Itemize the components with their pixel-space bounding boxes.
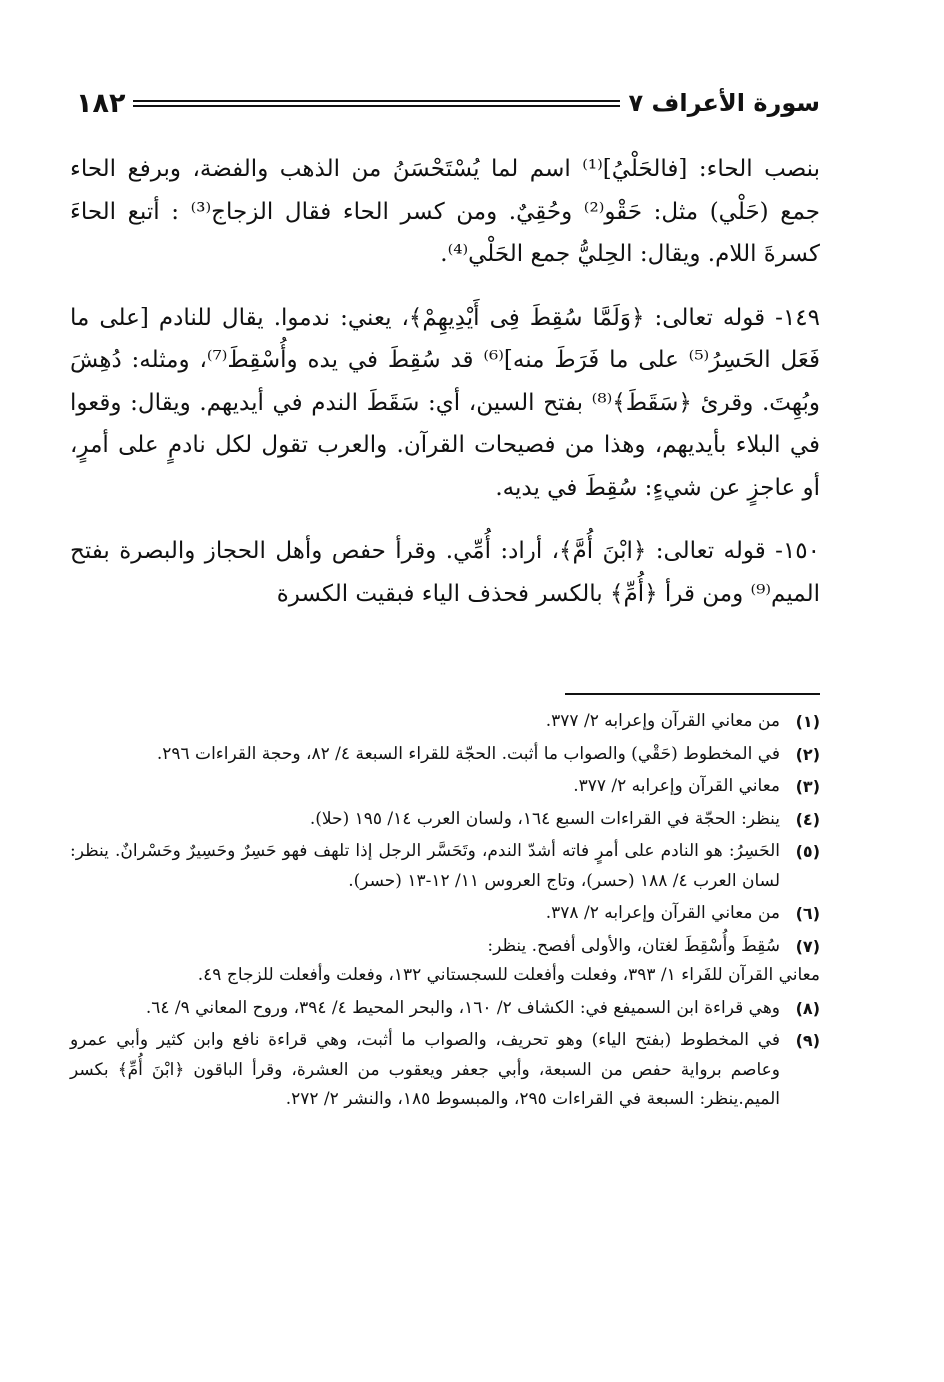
footnote-body bbox=[70, 932, 820, 991]
footnote-number: (٤) bbox=[795, 809, 820, 829]
footnote-text: في المخطوط (حَقْي) والصواب ما أثبت. الحجّة للقراء السبعة ٤/ ٨٢، وحجة القراءات ٢٩٦. bbox=[156, 743, 780, 764]
footnote-number: (٧) bbox=[795, 936, 820, 956]
footnote-number: (٣) bbox=[795, 777, 820, 796]
paragraph: ١٥٠- قوله تعالى: ﴿ابْنَ أُمَّ﴾، أراد: أُمِّي. وقرأ حفص وأهل الحجاز والبصرة بفتح الميم⁽⁹⁾ ومن قرأ ﴿أُمِّ﴾ بالكسر فحذف الياء فبقيت الكسرة bbox=[70, 538, 820, 607]
footnote bbox=[70, 1026, 820, 1115]
footnote-text: الحَسِرُ: هو النادم على أمرٍ فاته أشدّ الندم، وتَحَسَّر الرجل إذا تلهف فهو حَسِرٌ وحَسِيرٌ وحَسْرانٌ. ينظر: لسان العرب ٤/ ١٨٨ (حسر)، وتاج العروس ١١/ ١٢-١٣ (حسر). bbox=[70, 841, 780, 891]
footnote-separator bbox=[565, 693, 820, 695]
footnote-continuation: معاني القرآن للفَراء ١/ ٣٩٣، وفعلت وأفعلت للسجستاني ١٣٢، وفعلت وأفعلت للزجاج ٤٩. bbox=[197, 965, 820, 985]
paragraph: بنصب الحاء: [فالحَلْيُ]⁽¹⁾ اسم لما يُسْتَحْسَنُ من الذهب والفضة، وبرفع الحاء جمع (حَلْي) مثل: حَقْو⁽²⁾ وحُقِيٌ. ومن كسر الحاء فقال الزجاج⁽³⁾ : أتبع الحاءَ كسرةَ اللام. ويقال: الحِليُّ جمع الحَلْي⁽⁴⁾. bbox=[70, 156, 821, 267]
footnote-text: سُقِطَ وأُسْقِطَ لغتان، والأولى أفصح. ينظر: bbox=[487, 935, 780, 956]
footnote-number: (٩) bbox=[795, 1031, 820, 1050]
footnote bbox=[70, 932, 820, 991]
footnote-number: (٨) bbox=[795, 998, 820, 1018]
header-rule bbox=[133, 100, 620, 107]
footnote-number: (٦) bbox=[795, 904, 820, 923]
footnote bbox=[70, 899, 820, 929]
page-header bbox=[70, 80, 820, 126]
footnote-text: من معاني القرآن وإعرابه ٢/ ٣٧٧. bbox=[545, 711, 780, 731]
paragraph: ١٤٩- قوله تعالى: ﴿وَلَمَّا سُقِطَ فِى أَيْدِيهِمْ﴾، يعني: ندموا. يقال للنادم [على ما فَعَل الحَسِرُ⁽⁵⁾ على ما فَرَطَ منه]⁽⁶⁾ قد سُقِطَ في يده وأُسْقِطَ⁽⁷⁾، ومثله: دُهِشَ وبُهِتَ. وقرئ ﴿سَقَطَ﴾⁽⁸⁾ بفتح السين، أي: سَقَطَ الندم في أيديهم. ويقال: وقعوا في البلاء بأيديهم، وهذا من فصيحات القرآن. والعرب تقول لكل نادمٍ على أمرٍ، أو عاجزٍ عن شيءٍ: سُقِطَ في يديه. bbox=[70, 304, 821, 501]
footnote-text: ينظر: الحجّة في القراءات السبع ١٦٤، ولسان العرب ١٤/ ١٩٥ (حلا). bbox=[309, 808, 780, 829]
footnote-text: من معاني القرآن وإعرابه ٢/ ٣٧٨. bbox=[545, 903, 780, 923]
surah-title: سورة الأعراف ٧ bbox=[628, 89, 820, 117]
page-number: ١٨٢ bbox=[76, 87, 126, 119]
footnote-number: (١) bbox=[795, 712, 820, 731]
footnote-text: وهي قراءة ابن السميفع في: الكشاف ٢/ ١٦٠، والبحر المحيط ٤/ ٣٩٤، وروح المعاني ٩/ ٦٤. bbox=[145, 997, 780, 1018]
footnote bbox=[70, 805, 820, 835]
footnote bbox=[70, 772, 820, 802]
main-text bbox=[70, 148, 820, 615]
footnote-number: (٥) bbox=[795, 842, 820, 861]
footnote bbox=[70, 994, 820, 1024]
footnotes bbox=[70, 707, 820, 1118]
footnote bbox=[70, 740, 820, 770]
book-page bbox=[70, 80, 820, 1360]
footnote bbox=[70, 837, 820, 896]
footnote bbox=[70, 707, 820, 737]
footnote-text: معاني القرآن وإعرابه ٢/ ٣٧٧. bbox=[573, 776, 780, 796]
footnote-number: (٢) bbox=[795, 744, 820, 764]
footnote-text: في المخطوط (بفتح الياء) وهو تحريف، والصواب ما أثبت، وهي قراءة نافع وابن كثير وأبي عمرو وعاصم برواية حفص من السبعة، وأبي جعفر ويعقوب من العشرة، وقرأ الباقون ﴿ابْنَ أُمِّ﴾ بكسر الميم.ينظر: السبعة في القراءات ٢٩٥، والمبسوط ١٨٥، والنشر ٢/ ٢٧٢. bbox=[70, 1030, 780, 1109]
